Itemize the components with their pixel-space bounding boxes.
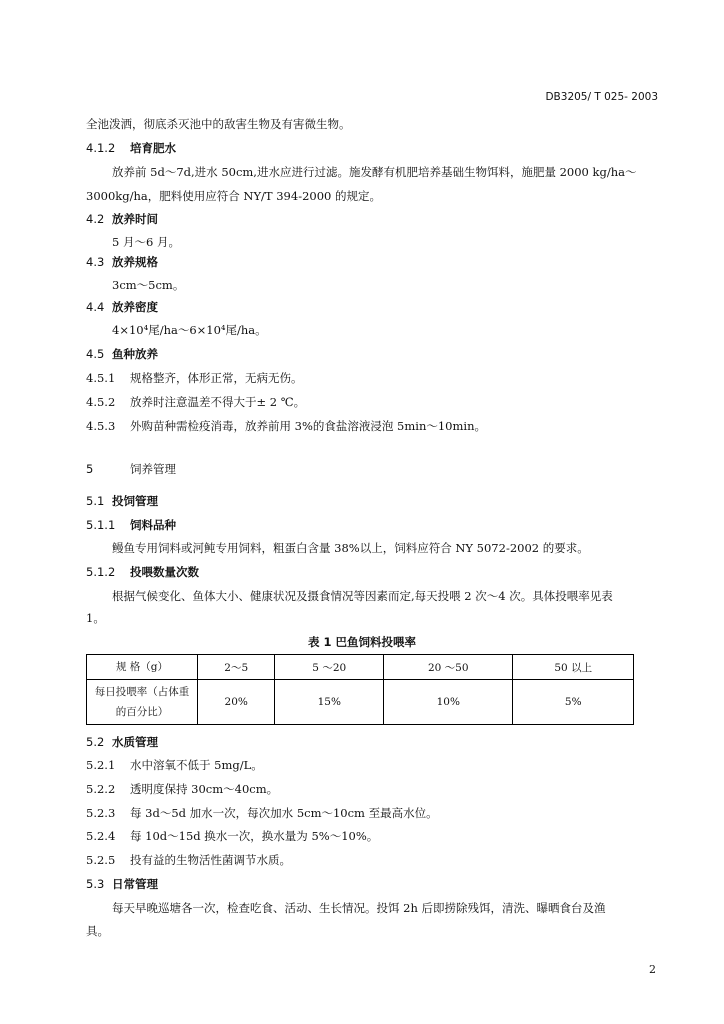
paragraph-line: 放养前 5d～7d,进水 50cm,进水应进行过滤。施发酵有机肥培养基础生物饵料，施肥量 2000 kg/ha～ <box>112 165 637 179</box>
paragraph-line: 4×10⁴尾/ha～6×10⁴尾/ha。 <box>112 323 267 337</box>
list-item-5-2-1: 5.2.1 水中溶氧不低于 5mg/L。 <box>86 758 263 772</box>
section-heading-5-1: 5.1 投饲管理 <box>86 494 158 508</box>
section-heading-5-3: 5.3 日常管理 <box>86 877 158 891</box>
table-column-header: 2～5 <box>198 655 275 680</box>
table-row <box>87 680 634 725</box>
table-cell: 20% <box>198 680 275 725</box>
paragraph-line: 鳗鱼专用饲料或河鲀专用饲料，粗蛋白含量 38%以上，饲料应符合 NY 5072-2002 的要求。 <box>112 541 589 555</box>
section-heading-4-5: 4.5 鱼种放养 <box>86 347 158 361</box>
list-item-5-2-2: 5.2.2 透明度保持 30cm～40cm。 <box>86 782 279 796</box>
paragraph-line: 根据气候变化、鱼体大小、健康状况及摄食情况等因素而定,每天投喂 2 次～4 次。具体投喂率见表 <box>112 589 613 603</box>
table-cell: 15% <box>275 680 384 725</box>
table-caption: 表 1 巴鱼饲料投喂率 <box>307 635 416 649</box>
section-heading-5-1-2: 5.1.2 投喂数量次数 <box>86 565 199 579</box>
paragraph-line: 具。 <box>86 924 109 938</box>
list-item-5-2-4: 5.2.4 每 10d～15d 换水一次，换水量为 5%～10%。 <box>86 829 379 843</box>
section-heading-5: 5 饲养管理 <box>86 462 176 476</box>
table-header-row <box>87 655 634 680</box>
list-item-5-2-5: 5.2.5 投有益的生物活性菌调节水质。 <box>86 853 291 867</box>
paragraph-line: 5 月～6 月。 <box>112 235 180 249</box>
list-item-4-5-3: 4.5.3 外购苗种需检疫消毒，放养前用 3%的食盐溶液浸泡 5min～10min。 <box>86 419 486 433</box>
section-heading-4-4: 4.4 放养密度 <box>86 300 158 314</box>
section-heading-4-1-2: 4.1.2 培育肥水 <box>86 141 176 155</box>
page-number: 2 <box>649 963 656 976</box>
paragraph-line: 每天早晚巡塘各一次，检查吃食、活动、生长情况。投饵 2h 后即捞除残饵，清洗、曝晒食台及渔 <box>112 901 606 915</box>
section-heading-5-1-1: 5.1.1 饲料品种 <box>86 518 176 532</box>
table-column-header: 20 ～50 <box>384 655 513 680</box>
document-header: DB3205/ T 025- 2003 <box>545 91 658 103</box>
feeding-rate-table <box>86 654 634 725</box>
paragraph-line: 3000kg/ha，肥料使用应符合 NY/T 394-2000 的规定。 <box>86 189 382 203</box>
list-item-4-5-1: 4.5.1 规格整齐，体形正常，无病无伤。 <box>86 371 303 385</box>
paragraph-line: 全池泼洒，彻底杀灭池中的敌害生物及有害微生物。 <box>86 117 351 131</box>
table-column-header: 5 ～20 <box>275 655 384 680</box>
table-row-label: 每日投喂率（占体重 的百分比） <box>87 680 198 725</box>
table-cell: 10% <box>384 680 513 725</box>
list-item-5-2-3: 5.2.3 每 3d～5d 加水一次，每次加水 5cm～10cm 至最高水位。 <box>86 806 438 820</box>
list-item-4-5-2: 4.5.2 放养时注意温差不得大于± 2 ℃。 <box>86 395 306 409</box>
section-heading-5-2: 5.2 水质管理 <box>86 735 158 749</box>
section-heading-4-3: 4.3 放养规格 <box>86 255 158 269</box>
table-cell: 5% <box>513 680 634 725</box>
paragraph-line: 1。 <box>86 611 105 625</box>
table-column-header: 50 以上 <box>513 655 634 680</box>
section-heading-4-2: 4.2 放养时间 <box>86 212 158 226</box>
table-header-label: 规 格（g） <box>87 655 198 680</box>
paragraph-line: 3cm～5cm。 <box>112 278 185 292</box>
